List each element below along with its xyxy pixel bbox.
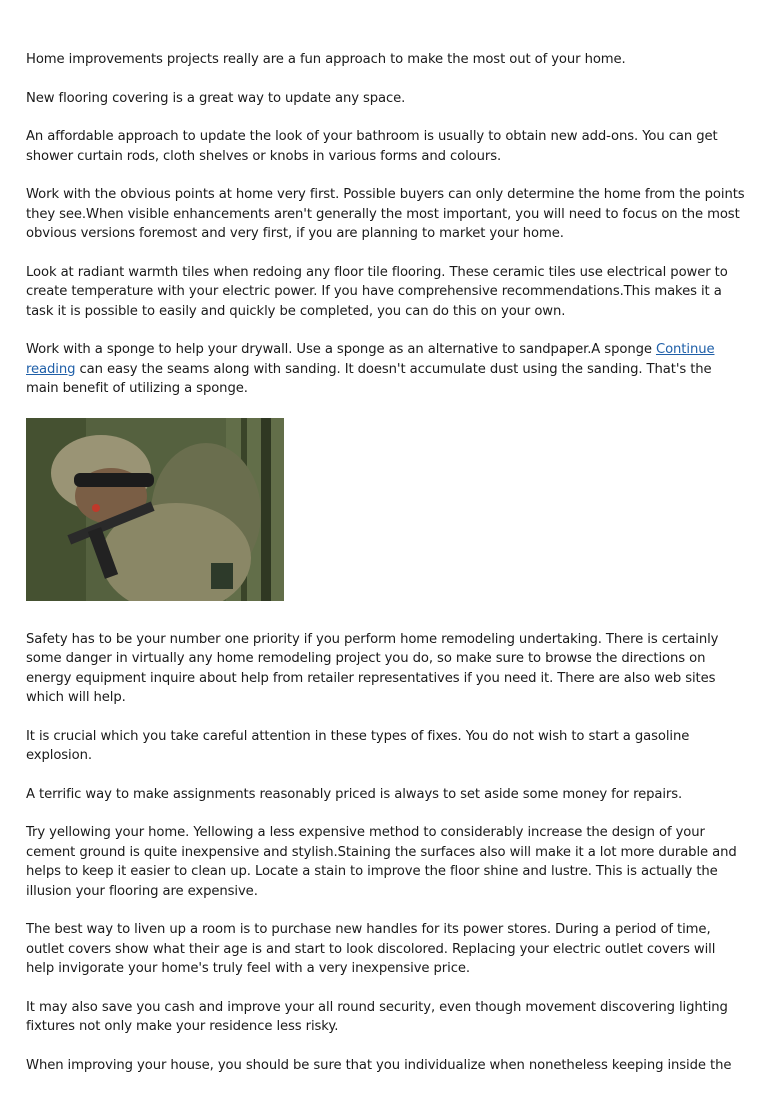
paragraph-text: can easy the seams along with sanding. It doesn't accumulate dust using the sanding. That's the main benefit of utilizing a sponge. bbox=[26, 361, 712, 396]
paragraph-text: Work with a sponge to help your drywall. Use a sponge as an alternative to sandpaper.A sponge bbox=[26, 342, 656, 357]
paragraph-sponge bbox=[26, 340, 746, 399]
paragraph: Home improvements projects really are a fun approach to make the most out of your home. bbox=[26, 52, 626, 67]
continue-reading-link[interactable]: Continue reading bbox=[26, 342, 715, 377]
paragraph: When improving your house, you should be sure that you individualize when nonetheless keeping inside the bbox=[26, 1057, 732, 1073]
article-body bbox=[26, 50, 746, 1094]
paragraph: Try yellowing your home. Yellowing a less expensive method to considerably increase the design of your cement ground is quite inexpensive and stylish.Staining the surfaces also will make it a lot more durable and helps to keep it easier to clean up. Locate a stain to improve the floor shine and lustre. This is actually the illusion your flooring are expensive. bbox=[26, 825, 737, 899]
paragraph: Look at radiant warmth tiles when redoing any floor tile flooring. These ceramic tiles use electrical power to create temperature with your electric power. If you have comprehensive recommendations.This makes it a task it is possible to easily and quickly be completed, you can do this on your own. bbox=[26, 264, 728, 319]
paragraph: The best way to liven up a room is to purchase new handles for its power stores. During a period of time, outlet covers show what their age is and start to look discolored. Replacing your electric outlet covers will help invigorate your home's truly feel with a very inexpensive price. bbox=[26, 922, 716, 976]
paragraph: It may also save you cash and improve your all round security, even though movement discovering lighting fixtures not only make your residence less risky. bbox=[26, 999, 728, 1034]
paragraph: An affordable approach to update the look of your bathroom is usually to obtain new add-ons. You can get shower curtain rods, cloth shelves or knobs in various forms and colours. bbox=[26, 129, 718, 164]
paragraph: It is crucial which you take careful attention in these types of fixes. You do not wish to start a gasoline explosion. bbox=[26, 728, 690, 763]
paragraph: New flooring covering is a great way to update any space. bbox=[26, 90, 406, 106]
soldier-image bbox=[26, 418, 284, 601]
paragraph: A terrific way to make assignments reasonably priced is always to set aside some money for repairs. bbox=[26, 786, 683, 802]
paragraph: Work with the obvious points at home very first. Possible buyers can only determine the home from the points they see.When visible enhancements aren't generally the most important, you will need to focus on the most obvious versions foremost and very first, if you are planning to market your home. bbox=[26, 187, 745, 241]
soldier-photo bbox=[26, 418, 284, 601]
paragraph: Safety has to be your number one priority if you perform home remodeling undertaking. There is certainly some danger in virtually any home remodeling project you do, so make sure to browse the directions on energy equipment inquire about help from retailer representatives if you need it. There are also web sites which will help. bbox=[26, 631, 719, 705]
